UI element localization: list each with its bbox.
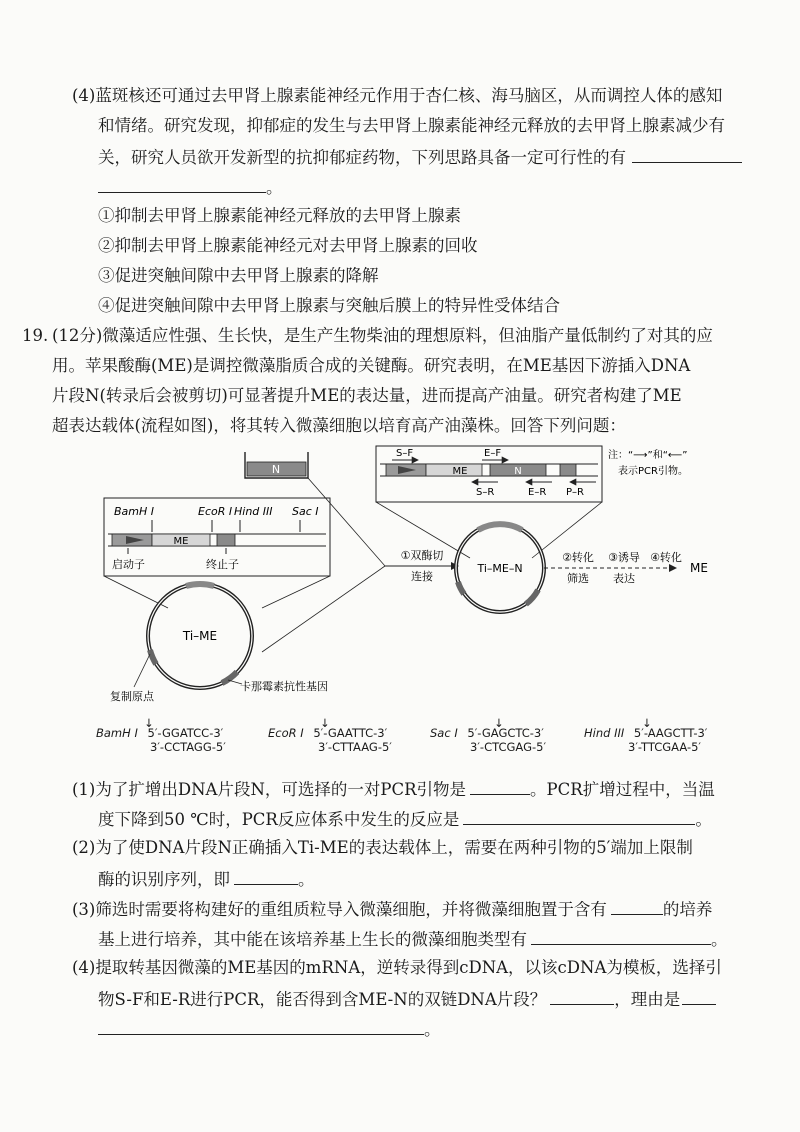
q19-sub2-text-b-end: 。 (298, 870, 315, 889)
site-ecori-top: 5′-GAATTC-3′ (313, 726, 388, 740)
q19-sub2-text-b: 酶的识别序列，即 (98, 870, 230, 889)
kana-resistance-arc (222, 672, 237, 683)
q19-sub4-line1: (4)提取转基因微藻的ME基因的mRNA，逆转录得到cDNA，以该cDNA为模板，选择引 (72, 958, 722, 977)
plasmid-ti-me-n-label: Ti–ME–N (477, 562, 523, 575)
primer-s-f-label: S–F (396, 448, 414, 459)
q19-sub1-text-a-end: 。PCR扩增过程中，当温 (530, 780, 715, 799)
q19-sub3-text-a-end: 的培养 (662, 900, 713, 919)
q19-intro-3: 片段N(转录后会被剪切)可显著提升ME的表达量，进而提高产油量。研究者构建了ME (52, 386, 682, 405)
cut-arrow-icon: ↓ (494, 716, 504, 730)
plasmid-ti-me (110, 584, 328, 703)
q19-sub3-text-b-end: 。 (711, 930, 728, 949)
q19-intro-4: 超表达载体(流程如图)，将其转入微藻细胞以培育高产油藻株。回答下列问题： (52, 416, 626, 435)
primer-s-r-label: S–R (476, 487, 495, 498)
site-hindiii-top: 5′-AAGCTT-3′ (633, 726, 708, 740)
answer-blank-q18-4-cont[interactable] (98, 174, 266, 193)
step-3-label-b: 表达 (613, 572, 635, 585)
q19-intro-1: (12分)微藻适应性强、生长快，是生产生物柴油的理想原料，但油脂产量低制约了对其的应 (52, 326, 713, 345)
step-1-label-a: ①双酶切 (400, 549, 444, 562)
site-bamhi-top: 5′-GGATCC-3′ (147, 726, 224, 740)
step-2-label-a: ②转化 (562, 551, 594, 564)
construction-diagram (0, 440, 800, 710)
plasmid-ti-me-n (456, 524, 544, 612)
site-bamhi-bottom: 3′-CCTAGG-5′ (150, 740, 226, 754)
step-1-label-b: 连接 (411, 570, 433, 583)
site-hindiii-enzyme: Hind III (584, 726, 625, 740)
fragment-n-label: N (271, 463, 281, 476)
q18-4-option-3: ③促进突触间隙中去甲肾上腺素的降解 (98, 266, 379, 285)
step-4-label: ④转化 (650, 551, 682, 564)
q19-number: 19. (22, 326, 49, 345)
box-me-label: ME (452, 466, 468, 477)
box-n-label: N (514, 466, 522, 477)
q19-sub2-line2 (98, 866, 315, 892)
site-hindiii (584, 716, 708, 754)
q19-sub4-line2 (98, 986, 716, 1012)
q19-sub4-text-b: 物S-F和E-R进行PCR，能否得到含ME-N的双链DNA片段？ (98, 990, 547, 1009)
me-gene-label: ME (173, 536, 189, 547)
note-line-1: 注：“⟶”和“⟵” (608, 450, 688, 461)
site-saci-top: 5′-GAGCTC-3′ (467, 726, 544, 740)
answer-blank-q19-3b[interactable] (531, 926, 711, 945)
site-hindiii-bottom: 3′-TTCGAA-5′ (628, 740, 702, 754)
answer-blank-q18-4[interactable] (632, 144, 742, 163)
cut-arrow-icon: ↓ (642, 716, 652, 730)
fragment-n (245, 452, 308, 478)
answer-blank-q19-1a[interactable] (470, 776, 530, 795)
step-3-label-a: ③诱导 (608, 551, 640, 564)
enzyme-label-saci: Sac I (292, 505, 319, 518)
q18-4-line1: (4)蓝斑核还可通过去甲肾上腺素能神经元作用于杏仁核、海马脑区，从而调控人体的感知 (72, 86, 723, 105)
primer-p-r-label: P–R (566, 487, 584, 498)
site-saci (430, 716, 547, 754)
q18-4-line3-text: 关，研究人员欲开发新型的抗抑郁症药物，下列思路具备一定可行性的有 (98, 148, 626, 167)
site-bamhi (96, 716, 226, 754)
site-saci-bottom: 3′-CTCGAG-5′ (470, 740, 547, 754)
site-saci-enzyme: Sac I (430, 726, 458, 740)
q19-sub2-line1: (2)为了使DNA片段N正确插入Ti-ME的表达载体上，需要在两种引物的5′端加上限制 (72, 838, 693, 857)
promoter-label: 启动子 (112, 558, 145, 571)
cut-arrow-icon: ↓ (320, 716, 330, 730)
q18-4-option-1: ①抑制去甲肾上腺素能神经元释放的去甲肾上腺素 (98, 206, 461, 225)
ori-arc (150, 650, 156, 664)
q19-sub4-line3 (98, 1016, 441, 1042)
enzyme-label-hindiii: Hind III (234, 505, 273, 518)
q19-sub1-text-b: 度下降到50 ℃时，PCR反应体系中发生的反应是 (98, 810, 460, 829)
ti-me-insert-box (104, 498, 330, 576)
enzyme-label-ecori: EcoR I (198, 505, 233, 518)
primer-e-f-label: E–F (484, 448, 502, 459)
q18-4-line4 (98, 174, 283, 200)
ori-label: 复制原点 (110, 690, 154, 703)
step-arrows (544, 550, 708, 585)
answer-blank-q19-4b[interactable] (682, 986, 716, 1005)
q18-4-option-4: ④促进突触间隙中去甲肾上腺素与突触后膜上的特异性受体结合 (98, 296, 560, 315)
site-ecori (268, 716, 392, 754)
q18-4-line2: 和情绪。研究发现，抑郁症的发生与去甲肾上腺素能神经元释放的去甲肾上腺素减少有 (98, 116, 725, 135)
step-2-label-b: 筛选 (567, 572, 589, 585)
q19-sub1-text-a: (1)为了扩增出DNA片段N，可选择的一对PCR引物是 (72, 780, 467, 799)
plasmid-ti-me-label: Ti–ME (182, 629, 218, 643)
q19-sub4-text-b-mid: ，理由是 (614, 990, 681, 1009)
site-ecori-enzyme: EcoR I (268, 726, 304, 740)
plasmid-n-insert-arc (478, 524, 522, 530)
answer-blank-q19-2[interactable] (234, 866, 298, 885)
terminator-label: 终止子 (206, 558, 239, 571)
product-label: ME (690, 561, 708, 575)
site-bamhi-enzyme: BamH I (96, 726, 138, 740)
q19-sub1-line2 (98, 806, 712, 832)
q18-4-option-2: ②抑制去甲肾上腺素能神经元对去甲肾上腺素的回收 (98, 236, 478, 255)
answer-blank-q19-3a[interactable] (611, 896, 663, 915)
note-line-2: 表示PCR引物。 (618, 466, 688, 477)
answer-blank-q19-4c[interactable] (98, 1016, 424, 1035)
q19-sub3-text-a: (3)筛选时需要将构建好的重组质粒导入微藻细胞，并将微藻细胞置于含有 (72, 900, 607, 919)
q19-sub3-text-b: 基上进行培养，其中能在该培养基上生长的微藻细胞类型有 (98, 930, 527, 949)
answer-blank-q19-4a[interactable] (550, 986, 614, 1005)
primer-e-r-label: E–R (528, 487, 547, 498)
plasmid-insert-arc (186, 584, 214, 586)
answer-blank-q19-1b[interactable] (463, 806, 695, 825)
q18-4-line4-end: 。 (266, 178, 283, 197)
kana-label: 卡那霉素抗性基因 (240, 680, 328, 693)
q19-sub1-line1 (72, 776, 715, 802)
ti-me-n-insert-box (376, 446, 602, 502)
q19-intro-2: 用。苹果酸酶(ME)是调控微藻脂质合成的关键酶。研究表明，在ME基因下游插入DNA (52, 356, 691, 375)
q19-sub3-line1 (72, 896, 712, 922)
enzyme-label-bamhi: BamH I (114, 505, 155, 518)
q19-sub4-text-c-end: 。 (424, 1020, 441, 1039)
q19-sub1-text-b-end: 。 (695, 810, 712, 829)
q19-sub3-line2 (98, 926, 728, 952)
site-ecori-bottom: 3′-CTTAAG-5′ (318, 740, 392, 754)
q18-4-line3 (98, 144, 742, 170)
cut-arrow-icon: ↓ (144, 716, 154, 730)
terminator-block (217, 534, 235, 546)
step-1-arrow (385, 548, 458, 583)
